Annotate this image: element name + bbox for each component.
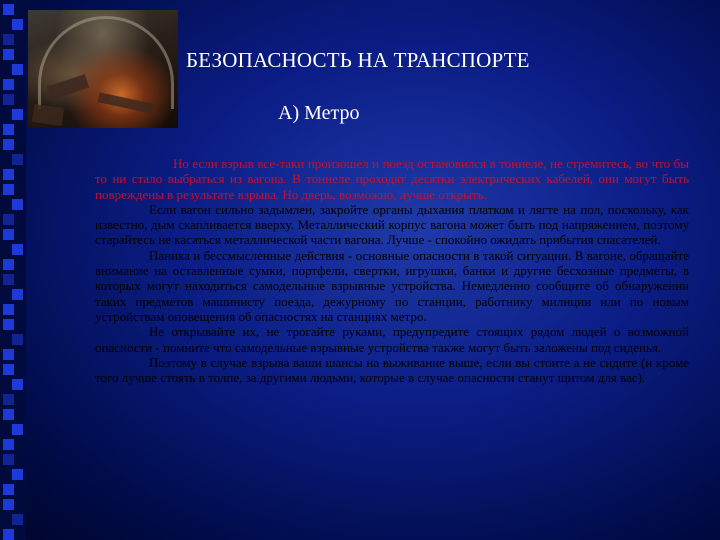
decor-square <box>3 499 14 510</box>
decor-square <box>12 244 23 255</box>
decor-square <box>3 454 14 465</box>
decor-square <box>12 424 23 435</box>
paragraph-warning: Но если взрыв все-таки произошел и поезд остановился в тоннеле, не стремитесь, во что бы то ни стало выбраться из вагона. В тоннеле проходят десятки электрических кабелей, они могут быть повреждены в результате взрыва. Но дверь, возможно, лучше открыть. <box>95 156 689 202</box>
decor-square <box>3 349 14 360</box>
decor-square <box>3 394 14 405</box>
decor-square <box>3 274 14 285</box>
body-text <box>95 156 689 385</box>
decor-square <box>3 184 14 195</box>
decor-square <box>3 34 14 45</box>
paragraph: Паника и бессмысленные действия - основные опасности в такой ситуации. В вагоне, обращайте внимание на оставленные сумки, портфели, свертки, игрушки, банки и другие бесхозные предметы, в которых могут находиться самодельные взрывные устройства. Немедленно сообщите об обнаружении таких предметов машинисту поезда, дежурному по станции, работнику милиции или по новым устройствам оповещения об опасностях на станциях метро. <box>95 247 689 324</box>
decor-square <box>3 94 14 105</box>
paragraph: Не открывайте их, не трогайте руками, предупредите стоящих рядом людей о возможной опасности - помните что самодельные взрывные устройства также могут быть заложены под сиденья. <box>95 324 689 355</box>
decor-square <box>3 4 14 15</box>
decor-square <box>12 469 23 480</box>
decor-square <box>12 289 23 300</box>
decor-square <box>3 529 14 540</box>
decor-square <box>3 409 14 420</box>
decor-square <box>12 109 23 120</box>
decor-square <box>3 169 14 180</box>
decor-square <box>12 199 23 210</box>
decor-square <box>3 259 14 270</box>
paragraph: Поэтому в случае взрыва ваши шансы на выживание выше, если вы стоите а не сидите (и кроме того лучше стоять в толпе, за другими людьми, которые в случае опасности станут щитом для вас). <box>95 354 689 386</box>
decor-square <box>12 514 23 525</box>
decor-square <box>12 64 23 75</box>
decor-square <box>3 214 14 225</box>
decor-square <box>3 124 14 135</box>
decor-square <box>3 229 14 240</box>
decor-square <box>3 364 14 375</box>
paragraph: Если вагон сильно задымлен, закройте органы дыхания платком и лягте на пол, поскольку, как известно, дым скапливается вверху. Металлический корпус вагона может быть под напряжением, поэтому старайтесь не касаться металлической части вагона. Лучше - спокойно ожидать прибытия спасателей. <box>95 201 689 248</box>
decor-square <box>3 139 14 150</box>
decor-square <box>3 49 14 60</box>
debris-shape <box>32 104 64 126</box>
decor-square <box>3 439 14 450</box>
slide-subtitle: А) Метро <box>278 102 360 124</box>
decor-square <box>3 79 14 90</box>
decor-square <box>3 484 14 495</box>
decor-square <box>12 154 23 165</box>
slide-title: БЕЗОПАСНОСТЬ НА ТРАНСПОРТЕ <box>186 48 530 72</box>
metro-wreck-photo <box>28 10 178 128</box>
decor-square <box>12 379 23 390</box>
decor-square <box>12 19 23 30</box>
decorative-square-strip <box>0 0 26 540</box>
decor-square <box>12 334 23 345</box>
decor-square <box>3 304 14 315</box>
decor-square <box>3 319 14 330</box>
